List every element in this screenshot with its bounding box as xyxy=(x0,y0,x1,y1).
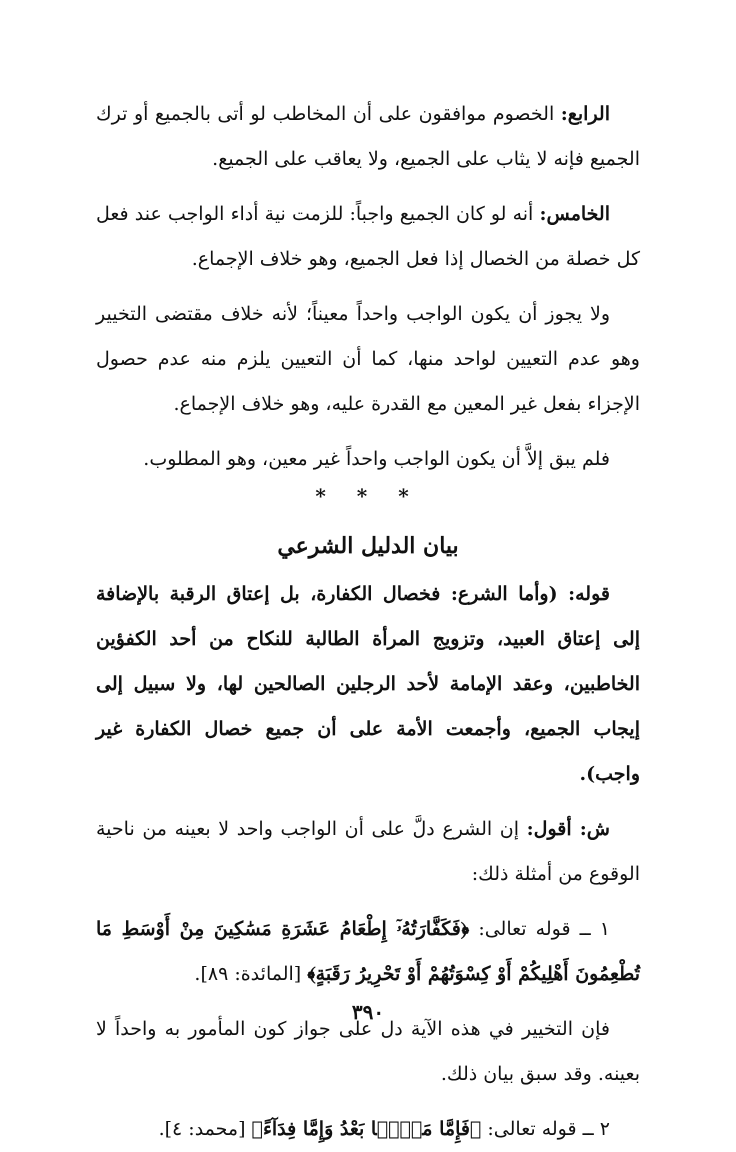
section-heading: بيان الدليل الشرعي xyxy=(277,533,459,559)
quoted-text: قوله: (وأما الشرع: فخصال الكفارة، بل إعتاق الرقبة بالإضافة إلى إعتاق العبيد، وتزويج المرأة الطالبة للنكاح من أحد الكفؤين الخاطبين، وعقد الإمامة لأحد الرجلين الصالحين لها، ولا سبيل إلى إيجاب الجميع، وأجمعت الأمة على أن جميع خصال الكفارة غير واجب). xyxy=(96,583,640,785)
section-separator: * * * xyxy=(315,484,421,508)
paragraph-label-fifth: الخامس: xyxy=(539,203,610,225)
example-two xyxy=(96,1107,640,1152)
commentary-text: إن الشرع دلَّ على أن الواجب واحد لا بعينه من ناحية الوقوع من أمثلة ذلك: xyxy=(96,818,640,885)
paragraph-not-specific: ولا يجوز أن يكون الواجب واحداً معيناً؛ لأنه خلاف مقتضى التخيير وهو عدم التعيين لواحد منها، كما أن التعيين يلزم منه عدم حصول الإجزاء بفعل غير المعين مع القدرة عليه، وهو خلاف الإجماع. xyxy=(96,303,640,415)
explanation-paragraph: فإن التخيير في هذه الآية دل على جواز كون المأمور به واحداً لا بعينه. وقد سبق بيان ذلك. xyxy=(96,1018,640,1085)
quoted-text-block xyxy=(96,572,640,797)
example-two-verse: ﴿فَإِمَّا مَنًّۢا بَعْدُ وَإِمَّا فِدَآءً﴾ xyxy=(251,1118,482,1140)
example-one-reference: [المائدة: ٨٩]. xyxy=(194,963,308,985)
example-two-reference: [محمد: ٤]. xyxy=(158,1118,252,1140)
commentary-paragraph xyxy=(96,807,640,897)
paragraph-text-fourth: الخصوم موافقون على أن المخاطب لو أتى بالجميع أو ترك الجميع فإنه لا يثاب على الجميع، ولا يعاقب على الجميع. xyxy=(96,103,640,170)
paragraph-fourth xyxy=(96,92,640,182)
paragraph-fifth xyxy=(96,192,640,282)
example-one xyxy=(96,907,640,997)
page-number: ٣٩٠ xyxy=(351,1000,385,1024)
paragraph-label-fourth: الرابع: xyxy=(560,103,610,125)
example-one-prefix: ١ ــ قوله تعالى: xyxy=(469,918,610,940)
example-two-prefix: ٢ ــ قوله تعالى: xyxy=(481,1118,610,1140)
example-one-verse: ﴿فَكَفَّارَتُهُۥٓ إِطْعَامُ عَشَرَةِ مَسَٰكِينَ مِنْ أَوْسَطِ مَا تُطْعِمُونَ أَهْلِيكُمْ أَوْ كِسْوَتُهُمْ أَوْ تَحْرِيرُ رَقَبَةٍ﴾ xyxy=(96,918,640,985)
paragraph-conclusion: فلم يبق إلاَّ أن يكون الواجب واحداً غير معين، وهو المطلوب. xyxy=(143,448,610,470)
commentary-label: ش: أقول: xyxy=(526,818,610,840)
paragraph-text-fifth: أنه لو كان الجميع واجباً: للزمت نية أداء الواجب عند فعل كل خصلة من الخصال إذا فعل الجميع، وهو خلاف الإجماع. xyxy=(96,203,640,270)
